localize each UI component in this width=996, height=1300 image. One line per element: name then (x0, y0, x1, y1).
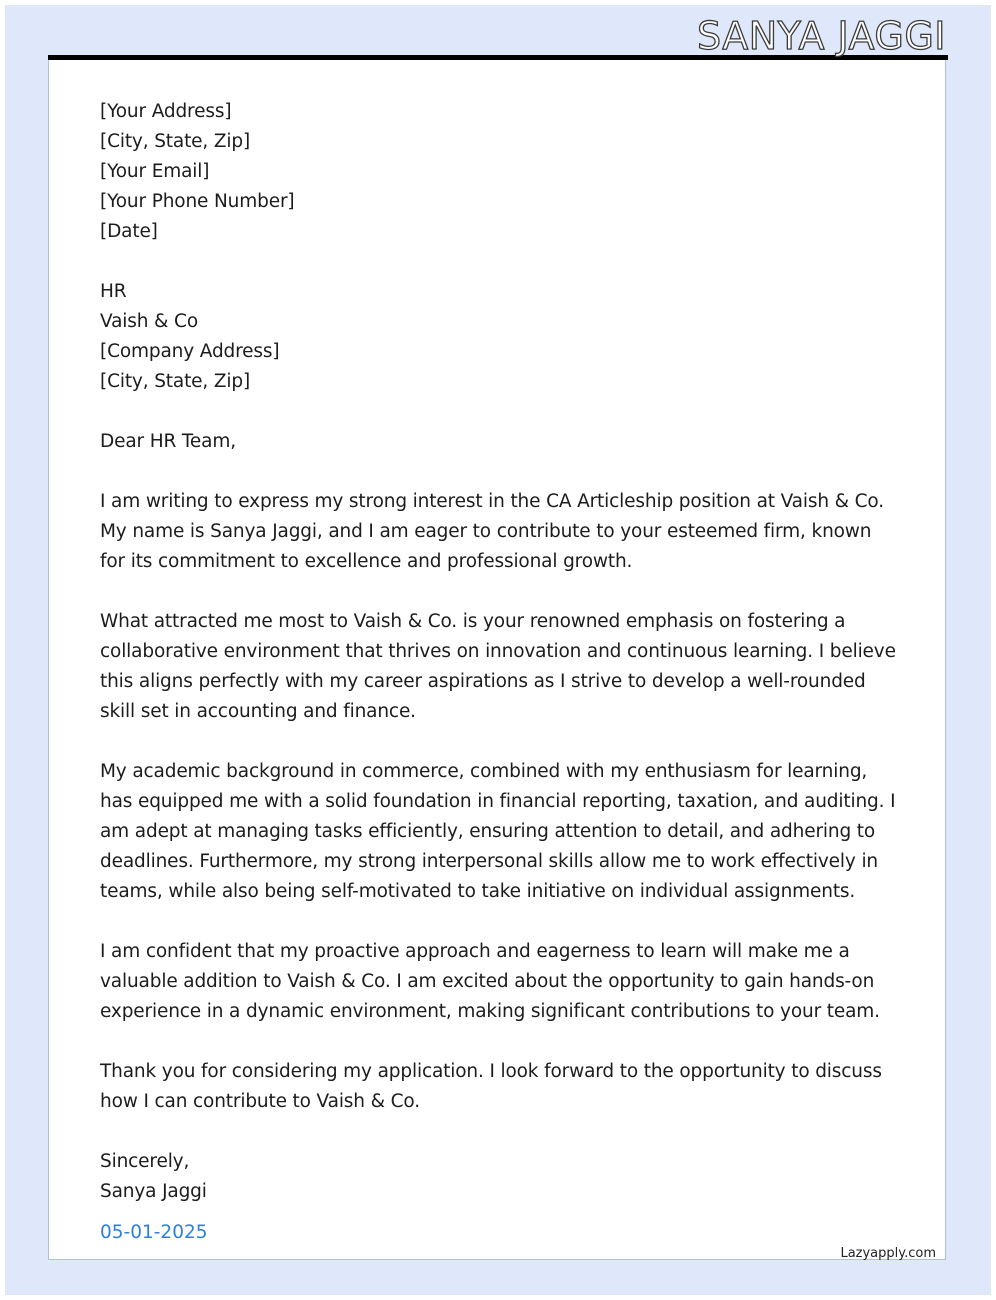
paragraph-5: Thank you for considering my application. I look forward to the opportunity to discuss how I can contribute to Vaish & Co. (100, 1061, 882, 1112)
letter-body (100, 97, 900, 1207)
closing: Sincerely, (100, 1151, 190, 1172)
sender-address: [Your Address] (100, 101, 232, 122)
footer-brand: Lazyapply.com (840, 1246, 936, 1261)
sender-block (100, 97, 900, 247)
paragraph-3: My academic background in commerce, combined with my enthusiasm for learning, has equipped me with a solid foundation in financial reporting, taxation, and auditing. I am adept at managing tasks efficiently, ensuring attention to detail, and adhering to deadlines. Furthermore, my strong interpersonal skills allow me to work effectively in teams, while also being self-motivated to take initiative on individual assignments. (100, 761, 896, 902)
signature: Sanya Jaggi (100, 1181, 207, 1202)
recipient-title: HR (100, 281, 127, 302)
sender-phone: [Your Phone Number] (100, 191, 295, 212)
sender-date: [Date] (100, 221, 158, 242)
sender-city-state-zip: [City, State, Zip] (100, 131, 251, 152)
recipient-address: [Company Address] (100, 341, 280, 362)
paragraph-4: I am confident that my proactive approach and eagerness to learn will make me a valuable addition to Vaish & Co. I am excited about the opportunity to gain hands-on experience in a dynamic environment, making significant contributions to your team. (100, 941, 880, 1022)
paragraph-1: I am writing to express my strong interest in the CA Articleship position at Vaish & Co. My name is Sanya Jaggi, and I am eager to contribute to your esteemed firm, known for its commitment to excellence and professional growth. (100, 491, 884, 572)
footer-date: 05-01-2025 (100, 1222, 208, 1243)
recipient-city-state-zip: [City, State, Zip] (100, 371, 251, 392)
header-name: SANYA JAGGI (696, 14, 946, 58)
salutation: Dear HR Team, (100, 431, 236, 452)
recipient-block (100, 277, 900, 397)
paragraph-2: What attracted me most to Vaish & Co. is your renowned emphasis on fostering a collaborative environment that thrives on innovation and continuous learning. I believe this aligns perfectly with my career aspirations as I strive to develop a well-rounded skill set in accounting and finance. (100, 611, 896, 722)
sender-email: [Your Email] (100, 161, 210, 182)
recipient-company: Vaish & Co (100, 311, 198, 332)
